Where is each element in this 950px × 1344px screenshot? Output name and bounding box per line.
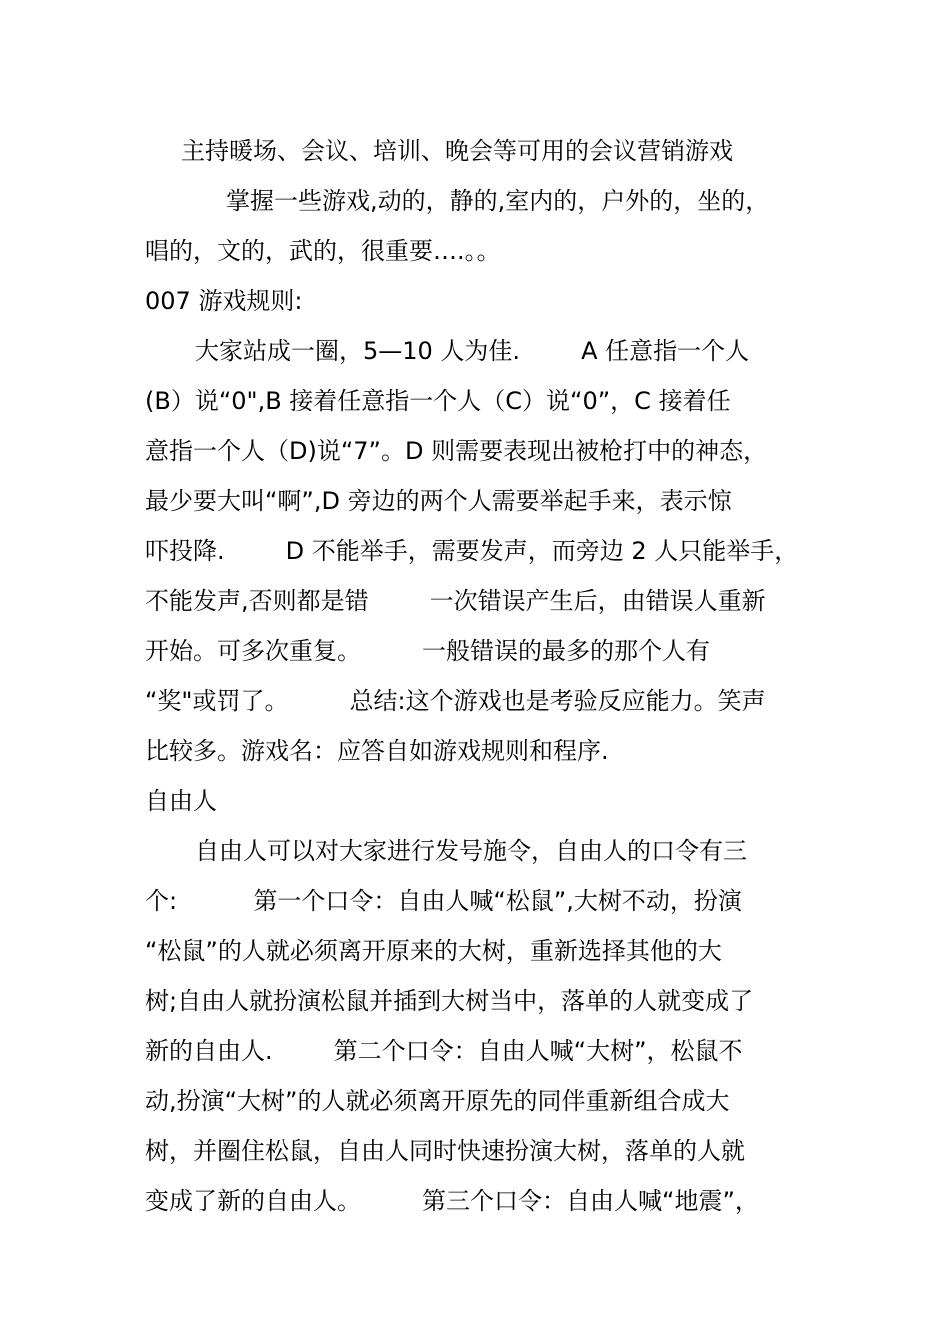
paragraph-line: 新的自由人. 第二个口令：自由人喊“大树”，松鼠不: [145, 1037, 743, 1065]
paragraph-line: 比较多。游戏名：应答自如游戏规则和程序.: [145, 737, 609, 765]
intro-line: 掌握一些游戏,动的，静的,室内的，户外的，坐的，: [226, 187, 770, 215]
paragraph-line: 树，并圈住松鼠，自由人同时快速扮演大树，落单的人就: [145, 1137, 745, 1165]
paragraph-line: 大家站成一圈，5—10 人为佳. A 任意指一个人: [195, 337, 750, 365]
paragraph-line: 自由人可以对大家进行发号施令，自由人的口令有三: [195, 837, 747, 865]
paragraph-line: 最少要大叫“啊”,D 旁边的两个人需要举起手来，表示惊: [145, 487, 732, 515]
section-heading-007: 007 游戏规则:: [145, 287, 303, 315]
paragraph-line: “松鼠”的人就必须离开原来的大树，重新选择其他的大: [145, 937, 722, 965]
section-heading-free-man: 自由人: [145, 787, 217, 815]
paragraph-line: 变成了新的自由人。 第三个口令：自由人喊“地震”，: [145, 1187, 759, 1215]
paragraph-line: (B）说“0",B 接着任意指一个人（C）说“0”，C 接着任: [145, 387, 731, 415]
paragraph-line: 吓投降. D 不能举手，需要发声，而旁边 2 人只能举手，: [145, 537, 799, 565]
document-title: 主持暖场、会议、培训、晚会等可用的会议营销游戏: [181, 137, 733, 165]
paragraph-line: 动,扮演“大树”的人就必须离开原先的同伴重新组合成大: [145, 1087, 730, 1115]
paragraph-line: 树;自由人就扮演松鼠并插到大树当中，落单的人就变成了: [145, 987, 754, 1015]
paragraph-line: 不能发声,否则都是错 一次错误产生后，由错误人重新: [145, 587, 766, 615]
paragraph-line: 个: 第一个口令：自由人喊“松鼠”,大树不动，扮演: [145, 887, 742, 915]
paragraph-line: “奖"或罚了。 总结:这个游戏也是考验反应能力。笑声: [145, 687, 766, 715]
paragraph-line: 开始。可多次重复。 一般错误的最多的那个人有: [145, 637, 711, 665]
paragraph-line: 意指一个人（D)说“7”。D 则需要表现出被枪打中的神态，: [145, 437, 768, 465]
intro-line: 唱的，文的，武的，很重要….。。: [145, 237, 501, 265]
